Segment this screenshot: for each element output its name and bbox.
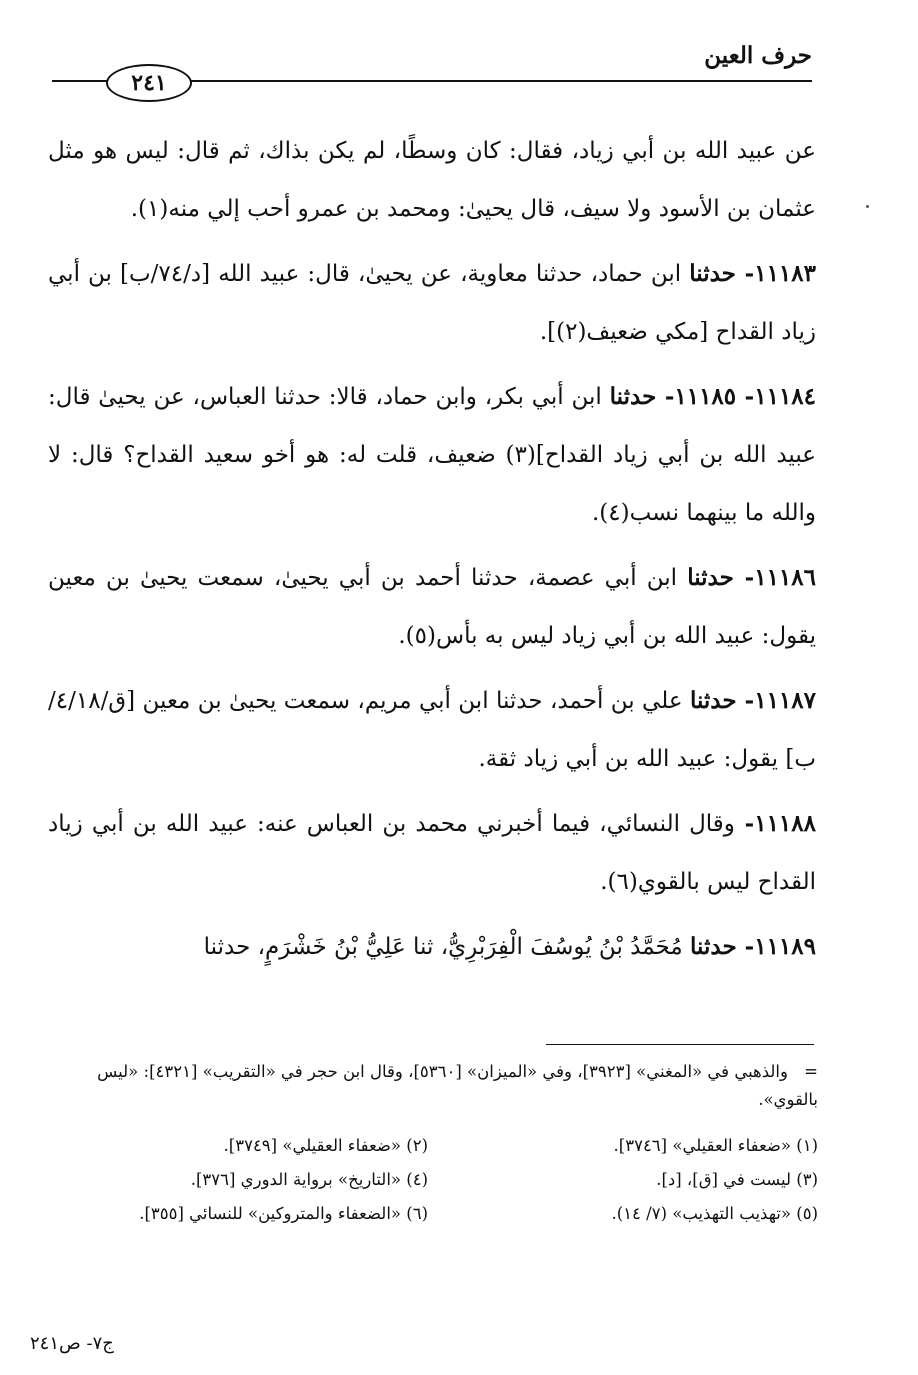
page-number-badge: ٢٤١ (106, 64, 192, 102)
haddathana-keyword: حدثنا (689, 260, 736, 287)
entry-number: ١١١٨٦- (733, 564, 816, 591)
paragraph (48, 795, 816, 911)
chapter-title: حرف العين (704, 42, 812, 69)
margin-speck (866, 205, 869, 208)
entry-text: علي بن أحمد، حدثنا ابن أبي مريم، سمعت يحيىٰ بن معين [ق/٤/١٨/ب] يقول: عبيد الله بن أبي زياد ثقة. (48, 688, 816, 772)
footnotes (48, 1129, 818, 1231)
footnote-4: (٤) «التاريخ» برواية الدوري [٣٧٦]. (190, 1170, 428, 1189)
continuation-mark: = (804, 1062, 818, 1081)
entry-text: ابن أبي بكر، وابن حماد، قالا: حدثنا العباس، عن يحيىٰ قال: عبيد الله بن أبي زياد القداح](٣) ضعيف، قلت له: هو أخو سعيد القداح؟ قال: لا والله ما بينهما نسب(٤). (48, 384, 816, 526)
footnote-3: (٣) ليست في [ق]، [د]. (656, 1170, 818, 1189)
footnote-6: (٦) «الضعفاء والمتروكين» للنسائي [٣٥٥]. (139, 1204, 428, 1223)
paragraph (48, 245, 816, 361)
footnote-continuation (48, 1058, 818, 1114)
entry-text: ابن حماد، حدثنا معاوية، عن يحيىٰ، قال: عبيد الله [د/٧٤/ب] بن أبي زياد القداح [مكي ضعيف(٢)]. (48, 261, 816, 345)
entry-number: ١١١٨٣- (735, 260, 816, 287)
main-text (48, 122, 816, 976)
paragraph (48, 122, 816, 238)
entry-text: مُحَمَّدُ بْنُ يُوسُفَ الْفِرَبْرِيُّ، ثنا عَلِيُّ بْنُ خَشْرَمٍ، حدثنا (203, 934, 691, 960)
page-header (0, 0, 918, 110)
haddathana-keyword: حدثنا (687, 564, 734, 591)
entry-number: ١١١٨٨- (734, 810, 816, 837)
haddathana-keyword: حدثنا (689, 687, 737, 714)
haddathana-keyword: حدثنا (690, 933, 737, 960)
entry-text: عن عبيد الله بن أبي زياد، فقال: كان وسطًا، لم يكن بذاك، ثم قال: ليس هو مثل عثمان بن الأسود ولا سيف، قال يحيىٰ: ومحمد بن عمرو أحب إلي منه(١). (48, 138, 816, 222)
paragraph (48, 672, 816, 788)
footnote-separator (546, 1044, 814, 1045)
footnote-5: (٥) «تهذيب التهذيب» (٧/ ١٤). (611, 1204, 818, 1223)
paragraph (48, 368, 816, 542)
paragraph (48, 549, 816, 665)
haddathana-keyword: حدثنا (609, 383, 657, 410)
folio-reference: ج٧- ص٢٤١ (30, 1333, 114, 1354)
footnote-2: (٢) «ضعفاء العقيلي» [٣٧٤٩]. (223, 1136, 428, 1155)
entry-number: ١١١٨٧- (736, 687, 816, 714)
entry-text: ابن أبي عصمة، حدثنا أحمد بن أبي يحيىٰ، سمعت يحيىٰ بن معين يقول: عبيد الله بن أبي زياد ليس به بأس(٥). (48, 565, 816, 649)
entry-number: ١١١٨٩- (736, 933, 816, 960)
footnote-1: (١) «ضعفاء العقيلي» [٣٧٤٦]. (613, 1136, 818, 1155)
paragraph (48, 918, 816, 976)
continuation-text: والذهبي في «المغني» [٣٩٢٣]، وفي «الميزان» [٥٣٦٠]، وقال ابن حجر في «التقريب» [٤٣٢١]: «ليس بالقوي». (97, 1062, 818, 1109)
entry-number: ١١١٨٤- ١١١٨٥- (656, 383, 817, 410)
entry-text: وقال النسائي، فيما أخبرني محمد بن العباس عنه: عبيد الله بن أبي زياد القداح ليس بالقوي(٦). (48, 811, 816, 895)
